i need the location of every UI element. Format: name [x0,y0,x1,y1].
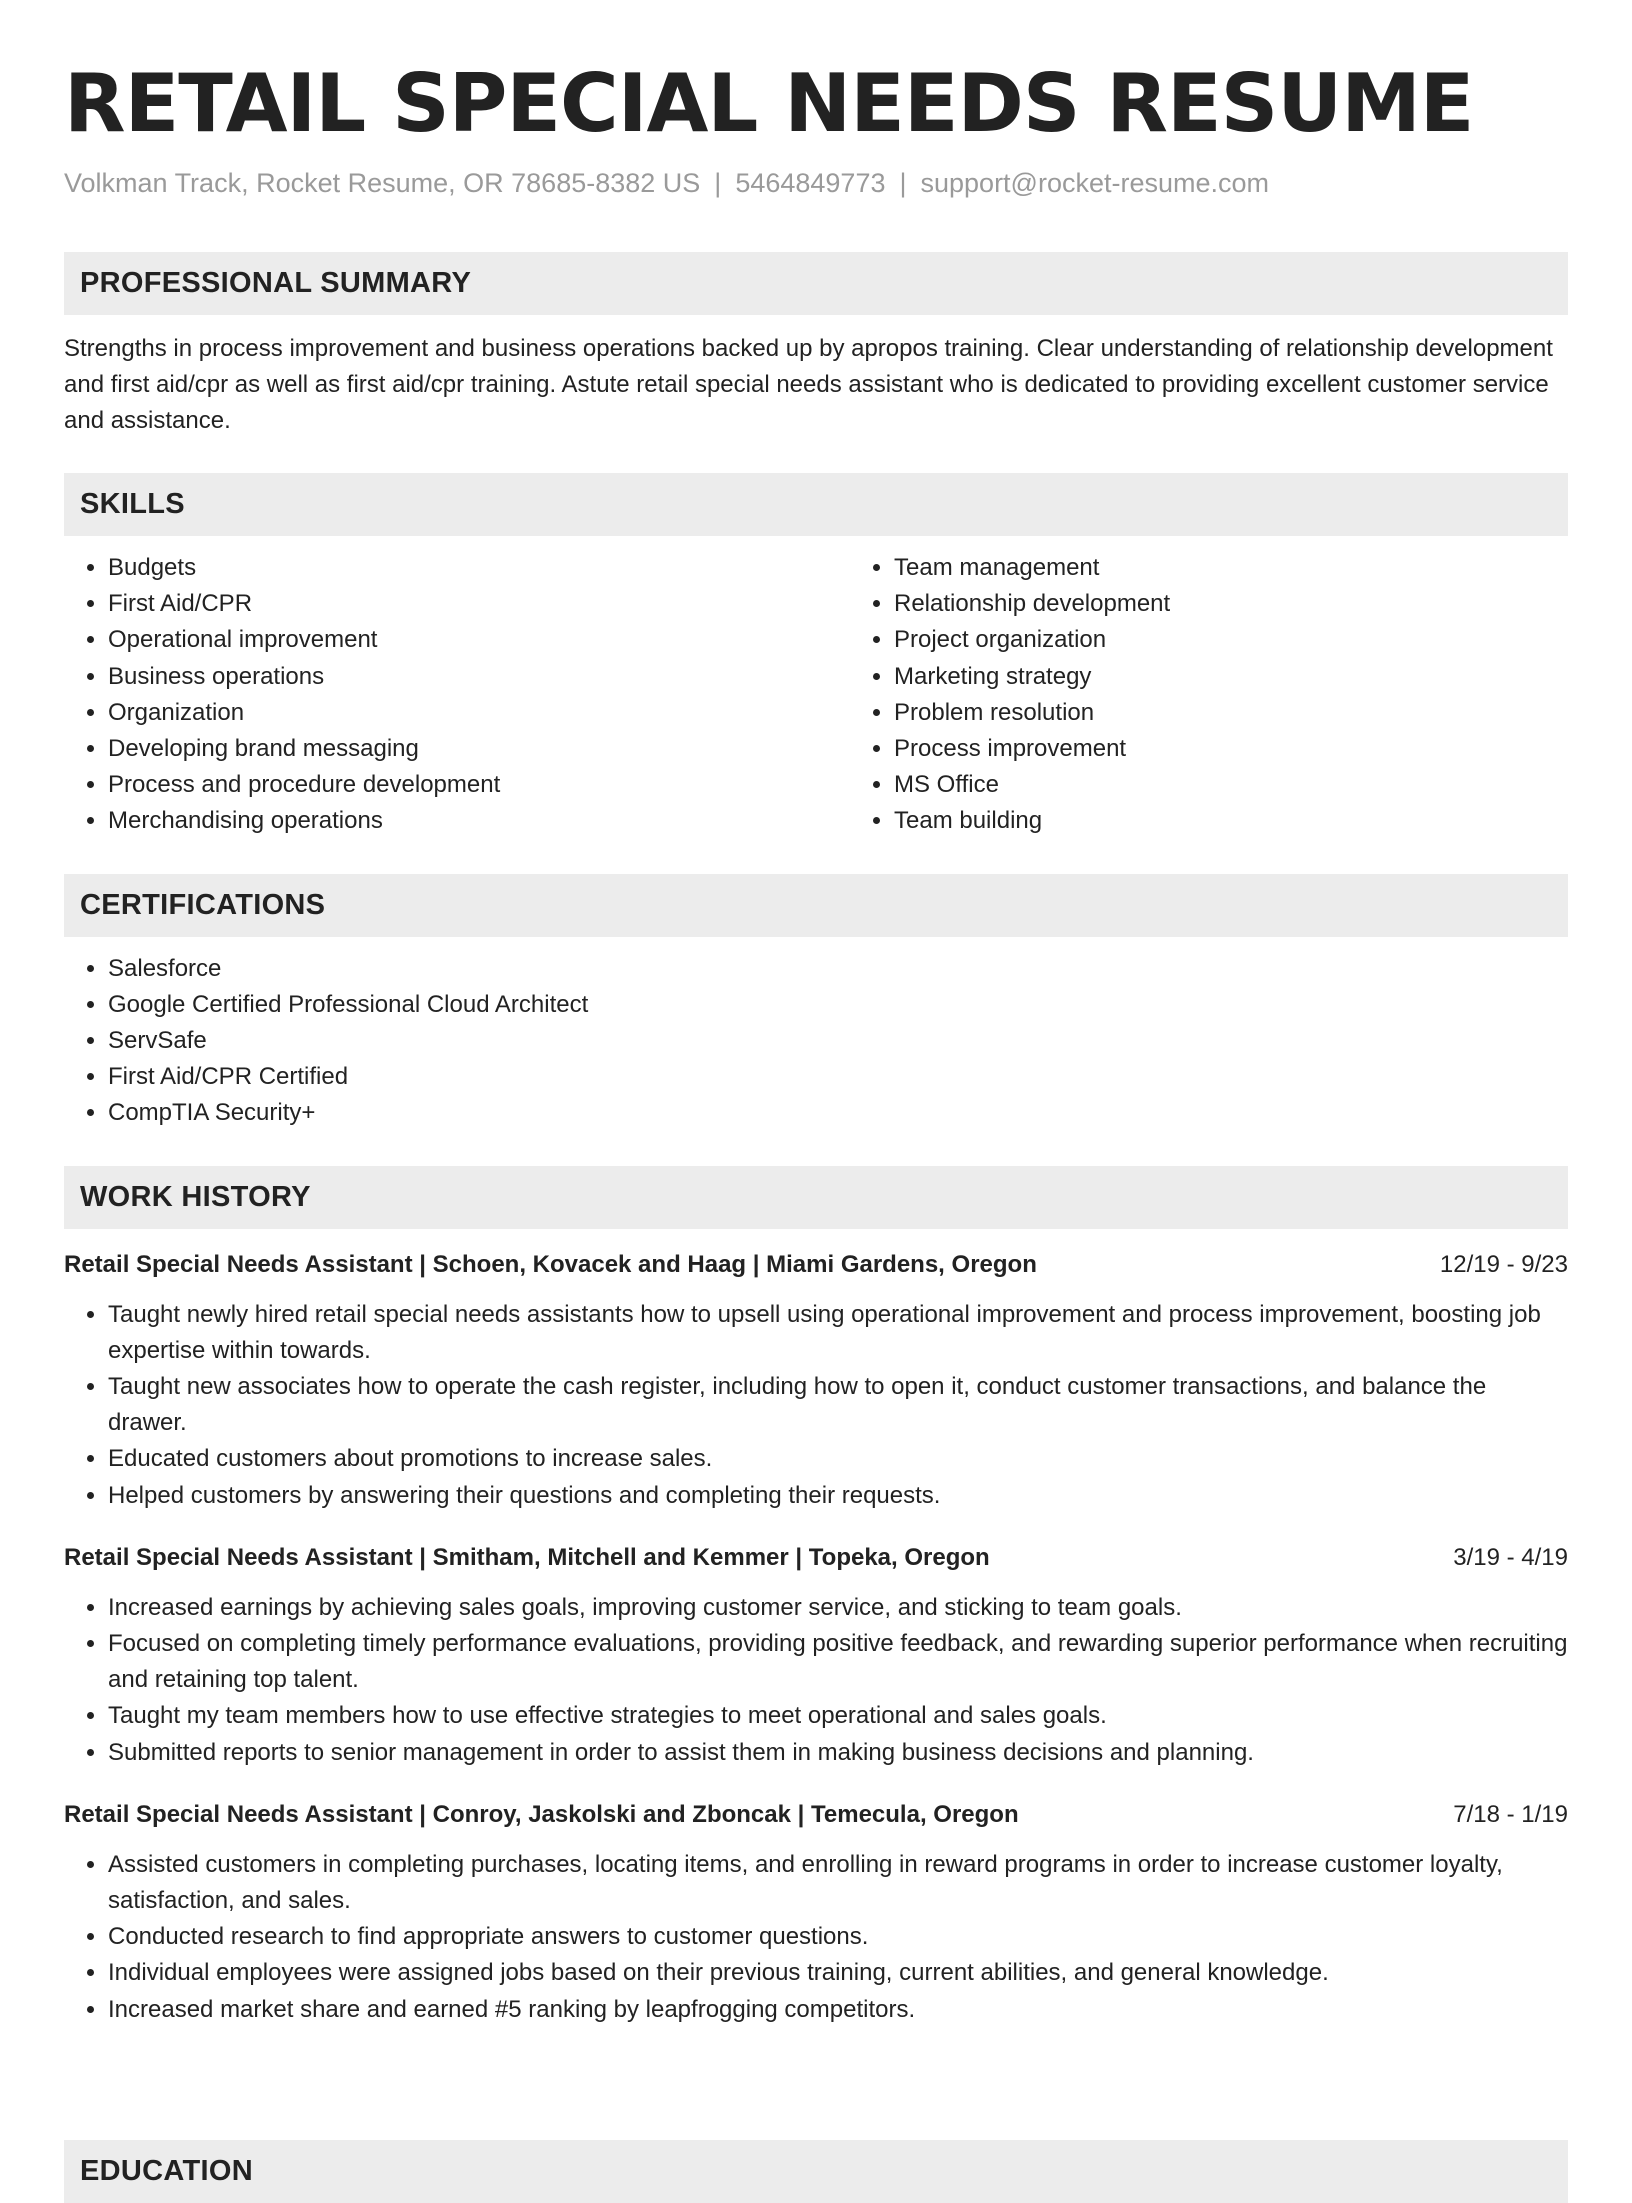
skills-section-header [64,473,1568,536]
job-bullets [64,1590,1568,1771]
certification-item: • ServSafe [108,1023,1568,1059]
contact-address: Volkman Track, Rocket Resume, OR 78685-8382 US [64,168,701,198]
job-entry [64,1797,1568,2028]
job-entry [64,1540,1568,1771]
skill-item: • Budgets [108,550,850,586]
job-bullets [64,1847,1568,2028]
skill-item: • MS Office [894,767,1568,803]
skill-item: • Process and procedure development [108,767,850,803]
job-bullet: • Submitted reports to senior management in order to assist them in making business decisions and planning. [108,1735,1568,1771]
job-title: Retail Special Needs Assistant | Smitham, Mitchell and Kemmer | Topeka, Oregon [64,1543,990,1571]
certifications-heading: CERTIFICATIONS [80,888,326,921]
skill-item: • Team management [894,550,1568,586]
education-heading: EDUCATION [80,2155,253,2187]
job-bullet: • Taught newly hired retail special needs assistants how to upsell using operational improvement and process improvement, boosting job expertise within towards. [108,1297,1568,1369]
work-section-header [64,1166,1568,1229]
job-bullet: • Taught my team members how to use effective strategies to meet operational and sales goals. [108,1698,1568,1734]
job-entry [64,1247,1568,1514]
job-bullet: • Conducted research to find appropriate answers to customer questions. [108,1919,1568,1955]
skills-list-left [64,550,850,840]
certification-item: • CompTIA Security+ [108,1095,1568,1131]
work-history-list [64,1247,1568,2028]
skill-item: • Organization [108,695,850,731]
summary-text: Strengths in process improvement and business operations backed up by apropos training. Clear understanding of relationship development and first aid/cpr as well as first aid/cpr training. Astute retail special needs assistant who is dedicated to providing excellent customer service and assistance. [64,335,1553,434]
summary-section-header [64,252,1568,315]
certification-item: • First Aid/CPR Certified [108,1059,1568,1095]
skill-item: • First Aid/CPR [108,586,850,622]
certifications-list [64,951,1568,1132]
job-bullet: • Increased earnings by achieving sales goals, improving customer service, and sticking to team goals. [108,1590,1568,1626]
contact-line [64,166,1568,200]
job-bullets [64,1297,1568,1514]
contact-email: support@rocket-resume.com [920,168,1270,198]
resume-page [64,0,1568,2028]
job-dates: 7/18 - 1/19 [1453,1800,1568,1828]
job-bullet: • Individual employees were assigned jobs based on their previous training, current abilities, and general knowledge. [108,1955,1568,1991]
job-bullet: • Assisted customers in completing purchases, locating items, and enrolling in reward programs in order to increase customer loyalty, satisfaction, and sales. [108,1847,1568,1919]
skills-heading: SKILLS [80,488,185,520]
job-header [64,1540,1568,1576]
skill-item: • Business operations [108,659,850,695]
skill-item: • Operational improvement [108,622,850,658]
work-heading: WORK HISTORY [80,1180,311,1213]
skill-item: • Developing brand messaging [108,731,850,767]
job-title: Retail Special Needs Assistant | Conroy, Jaskolski and Zboncak | Temecula, Oregon [64,1800,1019,1828]
skill-item: • Problem resolution [894,695,1568,731]
skills-list-right [850,550,1568,840]
job-dates: 12/19 - 9/23 [1439,1250,1568,1278]
skill-item: • Marketing strategy [894,659,1568,695]
skill-item: • Project organization [894,622,1568,658]
job-dates: 3/19 - 4/19 [1453,1543,1568,1571]
contact-phone: 5464849773 [735,168,886,198]
job-header [64,1797,1568,1833]
certification-item: • Salesforce [108,951,1568,987]
skill-item: • Relationship development [894,586,1568,622]
contact-separator: | [899,168,907,198]
certification-item: • Google Certified Professional Cloud Architect [108,987,1568,1023]
skills-columns [64,550,1568,840]
job-title: Retail Special Needs Assistant | Schoen, Kovacek and Haag | Miami Gardens, Oregon [64,1250,1037,1278]
job-bullet: • Helped customers by answering their questions and completing their requests. [108,1478,1568,1514]
job-bullet: • Taught new associates how to operate the cash register, including how to open it, conduct customer transactions, and balance the drawer. [108,1369,1568,1441]
summary-heading: PROFESSIONAL SUMMARY [80,267,472,299]
contact-separator: | [714,168,722,198]
education-section-header [64,2140,1568,2203]
resume-title: RETAIL SPECIAL NEEDS RESUME [64,57,1474,150]
job-bullet: • Focused on completing timely performance evaluations, providing positive feedback, and rewarding superior performance when recruiting and retaining top talent. [108,1626,1568,1698]
job-header [64,1247,1568,1283]
skill-item: • Process improvement [894,731,1568,767]
job-bullet: • Educated customers about promotions to increase sales. [108,1441,1568,1477]
certifications-section-header [64,874,1568,937]
skill-item: • Merchandising operations [108,803,850,839]
job-bullet: • Increased market share and earned #5 ranking by leapfrogging competitors. [108,1992,1568,2028]
skill-item: • Team building [894,803,1568,839]
